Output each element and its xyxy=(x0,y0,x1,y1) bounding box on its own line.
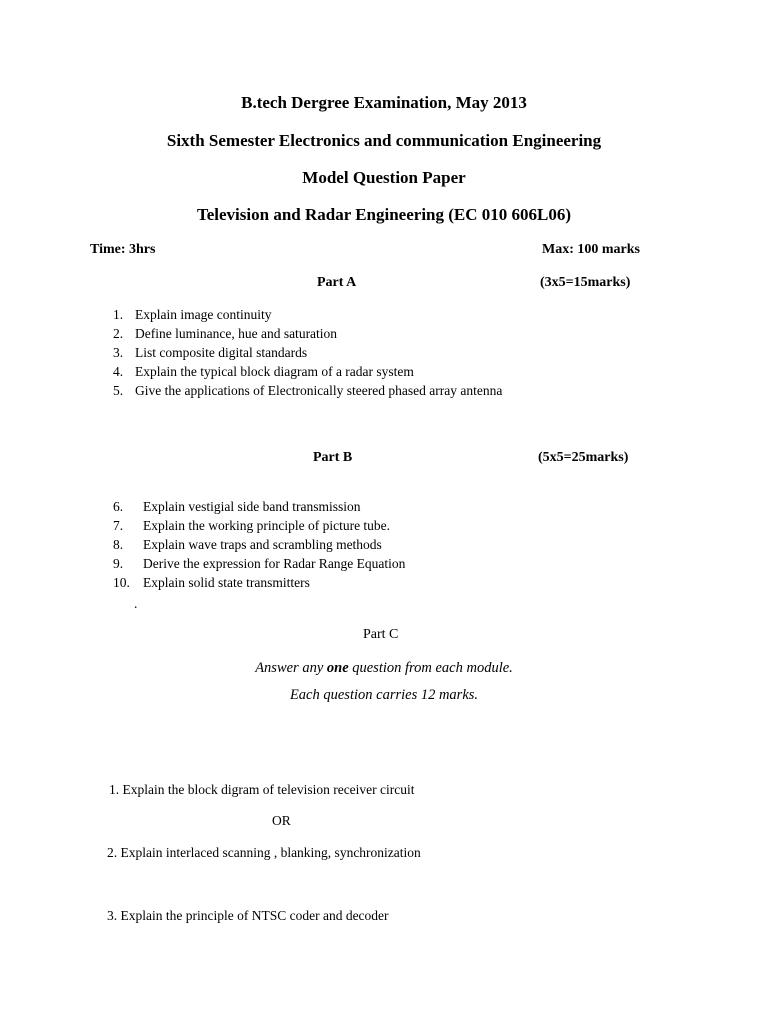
max-marks: Max: 100 marks xyxy=(542,242,640,257)
part-c-question-2: 2. Explain interlaced scanning , blanking, synchronization xyxy=(107,845,421,860)
exam-time: Time: 3hrs xyxy=(90,242,156,257)
question-text: List composite digital standards xyxy=(135,345,308,360)
list-item xyxy=(113,575,405,594)
list-item xyxy=(113,383,502,402)
question-number: 6. xyxy=(113,499,124,514)
question-text: Explain solid state transmitters xyxy=(143,575,310,590)
question-number: 10. xyxy=(113,575,130,590)
subject-title: Television and Radar Engineering (EC 010 606L06) xyxy=(196,205,572,224)
part-b-marks: (5x5=25marks) xyxy=(538,450,629,465)
part-a-marks: (3x5=15marks) xyxy=(540,275,631,290)
question-number: 2. xyxy=(113,326,124,341)
list-item xyxy=(113,556,405,575)
part-a-title: Part A xyxy=(317,275,357,290)
question-text: Explain vestigial side band transmission xyxy=(143,499,361,514)
part-c-instruction xyxy=(0,660,768,677)
list-item xyxy=(113,537,405,556)
list-item xyxy=(113,307,502,326)
semester-title: Sixth Semester Electronics and communication Engineering xyxy=(166,131,602,150)
question-number: 3. xyxy=(113,345,124,360)
question-text: Explain wave traps and scrambling methods xyxy=(143,537,382,552)
list-item xyxy=(113,499,405,518)
list-item xyxy=(113,518,405,537)
question-text: Define luminance, hue and saturation xyxy=(135,326,338,341)
question-text: Give the applications of Electronically steered phased array antenna xyxy=(135,383,503,398)
exam-title-rest: .tech Dergree Examination, May 2013 xyxy=(252,93,527,112)
question-number: 1. xyxy=(113,307,124,322)
question-number: 5. xyxy=(113,383,124,398)
list-item xyxy=(113,364,502,383)
part-c-question-3: 3. Explain the principle of NTSC coder and decoder xyxy=(107,908,389,923)
or-separator: OR xyxy=(272,813,291,828)
question-number: 7. xyxy=(113,518,124,533)
part-b-title: Part B xyxy=(313,450,353,465)
question-number: 4. xyxy=(113,364,124,379)
instruction-emphasis: one xyxy=(326,660,349,676)
part-c-marks-note: Each question carries 12 marks. xyxy=(289,687,479,703)
trailing-dot: . xyxy=(134,596,138,611)
question-text: Explain image continuity xyxy=(135,307,272,322)
part-a-list xyxy=(113,307,502,402)
exam-title-letter: B xyxy=(241,93,253,112)
instruction-text: question from each module. xyxy=(348,660,513,676)
question-text: Explain the working principle of picture tube. xyxy=(143,518,391,533)
part-c-question-1: 1. Explain the block digram of television receiver circuit xyxy=(109,782,415,797)
question-number: 9. xyxy=(113,556,124,571)
question-text: Derive the expression for Radar Range Equation xyxy=(143,556,406,571)
part-b-list xyxy=(113,499,405,594)
question-number: 8. xyxy=(113,537,124,552)
exam-title xyxy=(0,93,768,113)
part-c-title: Part C xyxy=(363,627,399,642)
instruction-text: Answer any xyxy=(255,660,327,676)
list-item xyxy=(113,345,502,364)
paper-type: Model Question Paper xyxy=(302,168,466,187)
question-text: Explain the typical block diagram of a radar system xyxy=(135,364,414,379)
list-item xyxy=(113,326,502,345)
